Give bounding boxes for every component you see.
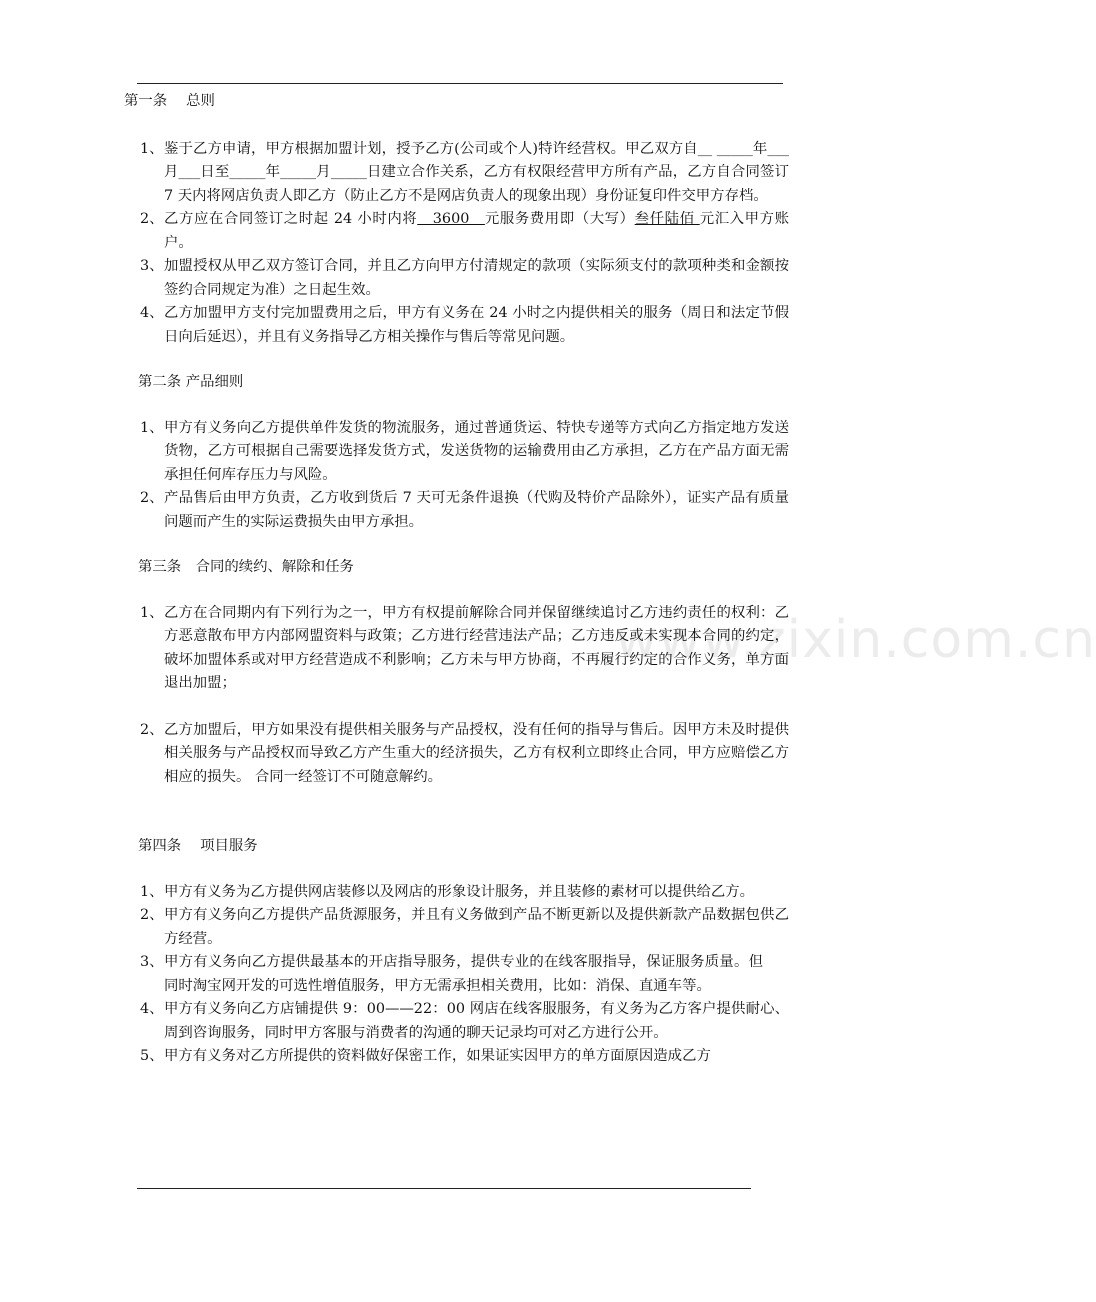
- list-item: 1、 甲方有义务向乙方提供单件发货的物流服务，通过普通货运、特快专递等方式向乙方指定地方发送货物，乙方可根据自己需要选择发货方式，发送货物的运输费用由乙方承担，乙方在产品方面无需承担任何库存压力与风险。: [140, 419, 789, 483]
- section-2-list: [124, 417, 789, 535]
- list-item: 1、 甲方有义务为乙方提供网店装修以及网店的形象设计服务，并且装修的素材可以提供给乙方。: [140, 883, 755, 900]
- section-1-title: 第一条 总则: [124, 93, 215, 109]
- list-item: 4、 甲方有义务向乙方店铺提供 9：00——22：00 网店在线客服服务，有义务为乙方客户提供耐心、周到咨询服务，同时甲方客服与消费者的沟通的聊天记录均可对乙方进行公开。: [140, 1001, 789, 1041]
- contract-document: [124, 90, 789, 1069]
- section-4-list: [124, 881, 789, 1069]
- list-item: 4、 乙方加盟甲方支付完加盟费用之后，甲方有义务在 24 小时之内提供相关的服务（周日和法定节假日向后延迟），并且有义务指导乙方相关操作与售后等常见问题。: [140, 305, 789, 345]
- list-item: 2、 产品售后由甲方负责，乙方收到货后 7 天可无条件退换（代购及特价产品除外），证实产品有质量问题而产生的实际运费损失由甲方承担。: [140, 490, 789, 530]
- watermark: www.zixin.com.cn: [615, 610, 1096, 670]
- fee-amount: 3600: [417, 211, 485, 227]
- section-3-list: [124, 602, 789, 790]
- list-item: 2、 乙方应在合同签订之时起 24 小时内将 3600 元服务费用即（大写）叁仟陆佰 元汇入甲方账户。: [140, 211, 789, 251]
- fee-amount-uppercase: 叁仟陆佰: [634, 211, 700, 227]
- list-item: 5、 甲方有义务对乙方所提供的资料做好保密工作，如果证实因甲方的单方面原因造成乙方: [140, 1048, 711, 1064]
- section-3-title: 第三条 合同的续约、解除和任务: [138, 559, 354, 575]
- list-item: 1、 乙方在合同期内有下列行为之一，甲方有权提前解除合同并保留继续追讨乙方违约责任的权利：乙方恶意散布甲方内部网盟资料与政策；乙方进行经营违法产品；乙方违反或未实现本合同的约定，破坏加盟体系或对甲方经营造成不利影响；乙方未与甲方协商，不再履行约定的合作义务，单方面退出加盟；: [140, 604, 789, 691]
- section-4-title: 第四条 项目服务: [138, 838, 258, 854]
- list-item: 3、 甲方有义务向乙方提供最基本的开店指导服务，提供专业的在线客服指导，保证服务质量。但同时淘宝网开发的可选性增值服务，甲方无需承担相关费用，比如：消保、直通车等。: [140, 954, 763, 994]
- list-item: 2、 甲方有义务向乙方提供产品货源服务，并且有义务做到产品不断更新以及提供新款产品数据包供乙方经营。: [140, 907, 789, 947]
- section-1-list: [124, 138, 789, 350]
- section-2-title: 第二条 产品细则: [138, 374, 244, 390]
- footer-rule: [137, 1188, 751, 1189]
- list-item: 1、 鉴于乙方申请，甲方根据加盟计划，授予乙方(公司或个人)特许经营权。甲乙双方自__ _____年___月___日至_____年_____月_____日建立合作关系，乙方有权限经营甲方所有产品，乙方自合同签订 7 天内将网店负责人即乙方（防止乙方不是网店负责人的现象出现）身份证复印件交甲方存档。: [140, 140, 789, 204]
- list-item: 3、 加盟授权从甲乙双方签订合同，并且乙方向甲方付清规定的款项（实际须支付的款项种类和金额按签约合同规定为准）之日起生效。: [140, 258, 789, 298]
- header-rule: [137, 83, 783, 84]
- list-item: 2、 乙方加盟后，甲方如果没有提供相关服务与产品授权，没有任何的指导与售后。因甲方未及时提供相关服务与产品授权而导致乙方产生重大的经济损失，乙方有权利立即终止合同，甲方应赔偿乙方相应的损失。 合同一经签订不可随意解约。: [140, 721, 789, 785]
